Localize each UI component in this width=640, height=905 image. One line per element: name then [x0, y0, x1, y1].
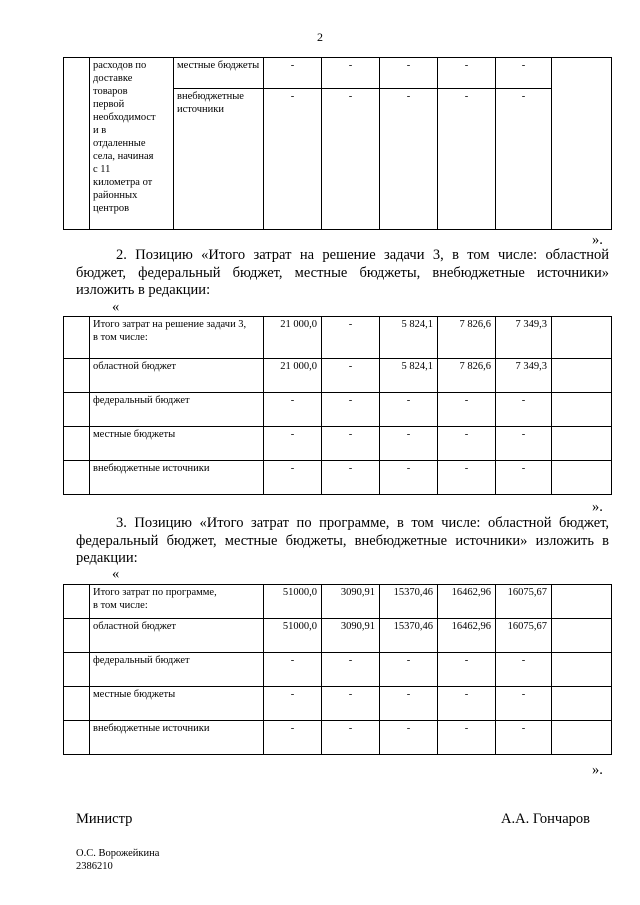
value-cell: - — [264, 89, 322, 230]
signature-title: Министр — [76, 811, 133, 827]
source-label: внебюджетные источники — [174, 89, 264, 230]
table-row — [64, 585, 612, 619]
value-cell: 16075,67 — [496, 619, 552, 653]
value-cell: - — [322, 427, 380, 461]
item-label-line: товаров — [93, 86, 128, 97]
table-row — [64, 359, 612, 393]
row-label: Итого затрат по программе, в том числе: — [90, 585, 264, 619]
value-cell: 5 824,1 — [380, 317, 438, 359]
value-cell: 7 349,3 — [496, 359, 552, 393]
value-cell: - — [438, 58, 496, 89]
item-label-line: и в — [93, 125, 107, 136]
value-cell: 51000,0 — [264, 585, 322, 619]
row-label: федеральный бюджет — [90, 653, 264, 687]
value-cell: - — [438, 721, 496, 755]
value-cell: - — [438, 427, 496, 461]
blank-cell — [552, 721, 612, 755]
value-cell: - — [496, 461, 552, 495]
item-label-line: необходимост — [93, 112, 156, 123]
paragraph-3-text: 3. Позицию «Итого затрат по программе, в том числе: областной бюджет, федеральный бюджет, местные бюджеты, внебюджетные источники» изложить в редакции: — [76, 515, 609, 566]
opening-quote-2: « — [112, 299, 120, 315]
paragraph-2 — [76, 247, 609, 300]
value-cell: - — [322, 317, 380, 359]
item-label — [93, 59, 170, 215]
executor-phone: 2386210 — [76, 861, 113, 872]
blank-cell — [552, 687, 612, 721]
row-label: внебюджетные источники — [90, 721, 264, 755]
table-row — [64, 653, 612, 687]
value-cell: - — [322, 461, 380, 495]
opening-quote-3: « — [112, 566, 120, 582]
value-cell: - — [264, 427, 322, 461]
item-label-line: центров — [93, 203, 130, 214]
value-cell: 15370,46 — [380, 585, 438, 619]
item-label-line: села, начиная — [93, 151, 154, 162]
value-cell: - — [264, 393, 322, 427]
table-row — [64, 721, 612, 755]
row-label: областной бюджет — [90, 359, 264, 393]
blank-cell — [64, 393, 90, 427]
item-label-line: расходов по — [93, 60, 147, 71]
closing-quote-2: ». — [592, 499, 603, 515]
item-label-line: первой — [93, 99, 125, 110]
value-cell: - — [496, 393, 552, 427]
closing-quote-3: ». — [592, 762, 603, 778]
row-label: внебюджетные источники — [90, 461, 264, 495]
blank-cell — [552, 427, 612, 461]
paragraph-2-text: 2. Позицию «Итого затрат на решение задачи 3, в том числе: областной бюджет, федеральный бюджет, местные бюджеты, внебюджетные источники» изложить в редакции: — [76, 247, 609, 298]
blank-cell — [552, 619, 612, 653]
blank-cell — [552, 653, 612, 687]
table-row — [64, 461, 612, 495]
item-label-cell — [90, 58, 174, 230]
item-label-line: отдаленные — [93, 138, 146, 149]
value-cell: - — [438, 89, 496, 230]
table-2 — [63, 316, 612, 495]
row-label: местные бюджеты — [90, 427, 264, 461]
blank-cell — [552, 393, 612, 427]
value-cell: 21 000,0 — [264, 317, 322, 359]
signature-name: А.А. Гончаров — [501, 811, 591, 827]
blank-cell — [552, 585, 612, 619]
value-cell: 7 826,6 — [438, 359, 496, 393]
table-row — [64, 687, 612, 721]
value-cell: - — [380, 653, 438, 687]
value-cell: 3090,91 — [322, 585, 380, 619]
row-label: Итого затрат на решение задачи 3, в том числе: — [90, 317, 264, 359]
value-cell: - — [264, 721, 322, 755]
value-cell: - — [322, 653, 380, 687]
table-1 — [63, 57, 612, 230]
page-number: 2 — [317, 30, 323, 44]
blank-cell — [64, 359, 90, 393]
value-cell: - — [496, 687, 552, 721]
blank-cell — [552, 359, 612, 393]
closing-quote-1: ». — [592, 232, 603, 248]
blank-cell — [64, 461, 90, 495]
table-row — [64, 619, 612, 653]
blank-cell — [64, 317, 90, 359]
item-label-line: километра от — [93, 177, 153, 188]
value-cell: - — [322, 721, 380, 755]
value-cell: - — [322, 89, 380, 230]
value-cell: 5 824,1 — [380, 359, 438, 393]
blank-cell — [64, 687, 90, 721]
value-cell: 15370,46 — [380, 619, 438, 653]
value-cell: 7 826,6 — [438, 317, 496, 359]
item-label-line: доставке — [93, 73, 133, 84]
value-cell: - — [322, 393, 380, 427]
value-cell: - — [322, 687, 380, 721]
value-cell: - — [264, 653, 322, 687]
value-cell: 16462,96 — [438, 619, 496, 653]
table-row — [64, 427, 612, 461]
value-cell: - — [496, 653, 552, 687]
item-label-line: районных — [93, 190, 138, 201]
value-cell: - — [322, 359, 380, 393]
blank-cell — [64, 721, 90, 755]
value-cell: 51000,0 — [264, 619, 322, 653]
table-3 — [63, 584, 612, 755]
value-cell: - — [496, 721, 552, 755]
blank-cell — [64, 653, 90, 687]
blank-cell — [552, 461, 612, 495]
value-cell: 16075,67 — [496, 585, 552, 619]
row-label: областной бюджет — [90, 619, 264, 653]
value-cell: - — [380, 393, 438, 427]
paragraph-3 — [76, 515, 609, 568]
value-cell: - — [264, 58, 322, 89]
blank-cell — [64, 585, 90, 619]
value-cell: - — [438, 687, 496, 721]
value-cell: - — [496, 427, 552, 461]
table-row — [64, 393, 612, 427]
row-label: федеральный бюджет — [90, 393, 264, 427]
value-cell: - — [380, 58, 438, 89]
table-row — [64, 317, 612, 359]
value-cell: - — [496, 58, 552, 89]
value-cell: - — [380, 461, 438, 495]
value-cell: - — [322, 58, 380, 89]
blank-cell — [552, 58, 612, 230]
value-cell: - — [264, 461, 322, 495]
item-label-line: с 11 — [93, 164, 111, 175]
blank-cell — [64, 619, 90, 653]
value-cell: 7 349,3 — [496, 317, 552, 359]
blank-cell — [552, 317, 612, 359]
blank-cell — [64, 58, 90, 230]
value-cell: 3090,91 — [322, 619, 380, 653]
value-cell: - — [438, 393, 496, 427]
source-label: местные бюджеты — [174, 58, 264, 89]
value-cell: - — [380, 687, 438, 721]
executor-name: О.С. Ворожейкина — [76, 848, 160, 859]
value-cell: - — [264, 687, 322, 721]
value-cell: - — [438, 461, 496, 495]
blank-cell — [64, 427, 90, 461]
value-cell: - — [380, 89, 438, 230]
value-cell: - — [438, 653, 496, 687]
value-cell: 21 000,0 — [264, 359, 322, 393]
value-cell: - — [380, 427, 438, 461]
value-cell: - — [380, 721, 438, 755]
value-cell: - — [496, 89, 552, 230]
value-cell: 16462,96 — [438, 585, 496, 619]
row-label: местные бюджеты — [90, 687, 264, 721]
